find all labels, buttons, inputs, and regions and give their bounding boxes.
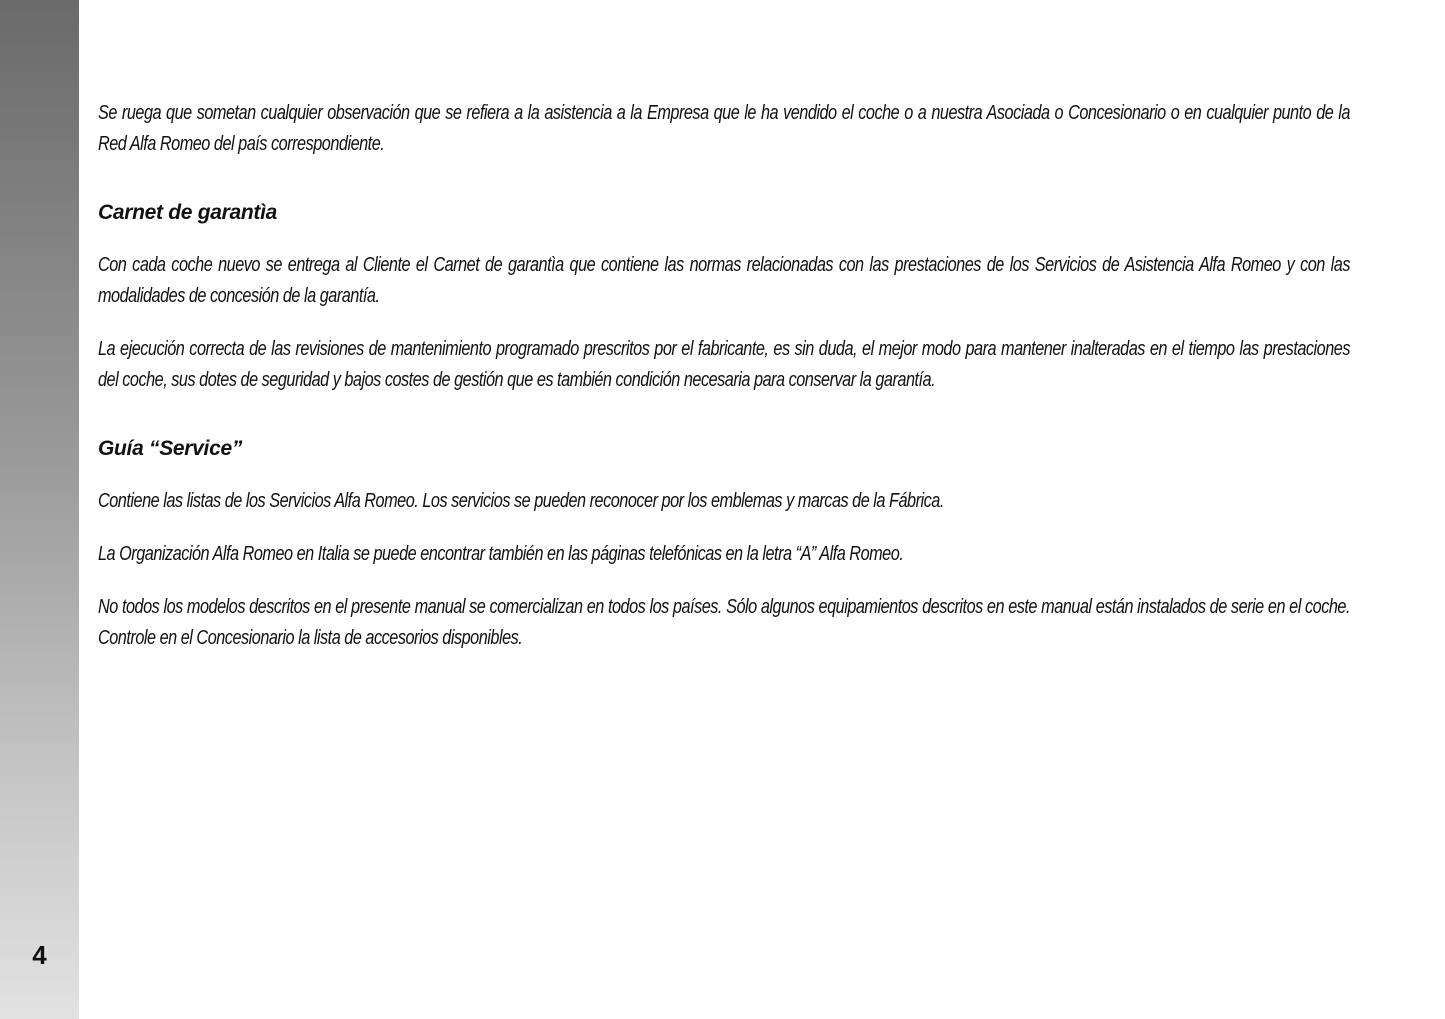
service-paragraph-1	[98, 486, 1350, 517]
section-heading-guia-service: Guía “Service”	[98, 437, 243, 460]
paragraph-text: Con cada coche nuevo se entrega al Cliente el Carnet de garantìa que contiene las normas relacionadas con las prestaciones de los Servicios de Asistencia Alfa Romeo y con las modalidades de concesión de la garantía.	[98, 254, 1350, 307]
page-number: 4	[32, 940, 47, 970]
intro-paragraph	[98, 98, 1350, 160]
side-band	[0, 0, 79, 1019]
paragraph-text: Contiene las listas de los Servicios Alfa Romeo. Los servicios se pueden reconocer por los emblemas y marcas de la Fábrica.	[98, 490, 944, 512]
document-body	[98, 98, 1350, 654]
carnet-paragraph-1	[98, 250, 1350, 312]
paragraph-text: La ejecución correcta de las revisiones de mantenimiento programado prescritos por el fabricante, es sin duda, el mejor modo para mantener inalteradas en el tiempo las prestaciones del coche, sus dotes de seguridad y bajos costes de gestión que es también condición necesaria para conservar la garantía.	[98, 338, 1350, 391]
section-heading-carnet: Carnet de garantìa	[98, 201, 277, 224]
carnet-paragraph-2	[98, 334, 1350, 396]
service-paragraph-3	[98, 592, 1350, 654]
intro-text: Se ruega que sometan cualquier observación que se refiera a la asistencia a la Empresa que le ha vendido el coche o a nuestra Asociada o Concesionario o en cualquier punto de la Red Alfa Romeo del país correspondiente.	[98, 102, 1350, 155]
service-paragraph-2	[98, 539, 1350, 570]
paragraph-text: La Organización Alfa Romeo en Italia se puede encontrar también en las páginas telefónicas en la letra “A” Alfa Romeo.	[98, 543, 904, 565]
paragraph-text: No todos los modelos descritos en el presente manual se comercializan en todos los países. Sólo algunos equipamientos descritos en este manual están instalados de serie en el coche. Controle en el Concesionario la lista de accesorios disponibles.	[98, 596, 1350, 649]
